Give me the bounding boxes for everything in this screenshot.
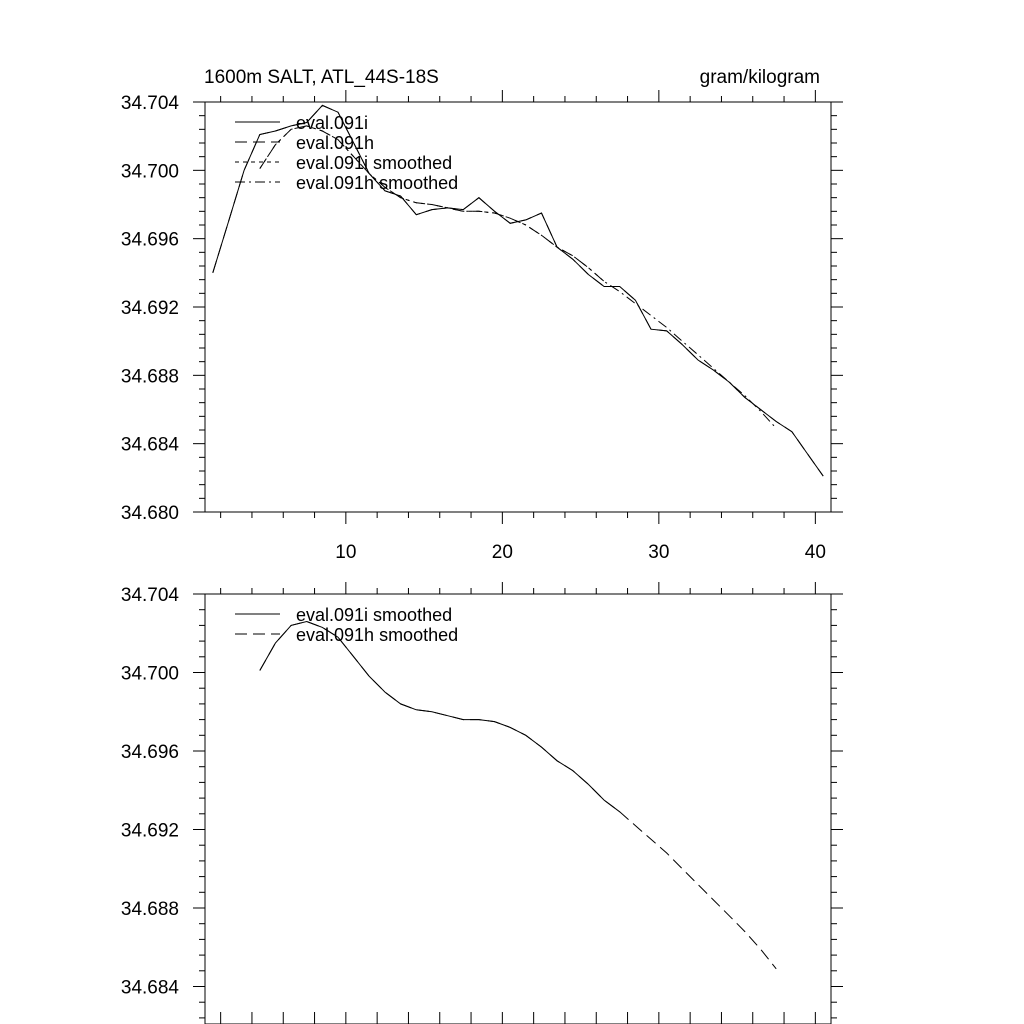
y-tick-label: 34.684	[120, 434, 179, 456]
series-line	[260, 622, 776, 969]
x-tick-label: 40	[804, 542, 826, 563]
legend	[235, 113, 458, 193]
y-tick-label: 34.696	[120, 742, 179, 763]
y-tick-label: 34.704	[120, 93, 179, 114]
axis-ticks	[121, 582, 843, 1024]
chart-units: gram/kilogram	[699, 67, 820, 88]
series-group	[260, 622, 776, 969]
y-tick-label: 34.692	[120, 820, 179, 842]
chart-title: 1600m SALT, ATL_44S-18S	[204, 67, 439, 88]
y-tick-label: 34.696	[120, 229, 179, 251]
legend-label: eval.091i smoothed	[296, 605, 453, 625]
series-line	[260, 622, 620, 812]
y-tick-label: 34.688	[120, 899, 179, 920]
legend-label: eval.091h	[296, 133, 375, 153]
panel-bottom	[121, 582, 843, 1024]
panel-top	[121, 67, 843, 563]
legend	[235, 605, 458, 645]
x-tick-label: 10	[335, 542, 357, 563]
legend-label: eval.091i	[296, 113, 369, 133]
y-tick-label: 34.684	[120, 977, 179, 999]
x-tick-label: 20	[491, 542, 513, 563]
legend-label: eval.091h smoothed	[296, 625, 459, 645]
legend-label: eval.091h smoothed	[296, 173, 459, 193]
legend-label: eval.091i smoothed	[296, 153, 453, 173]
axis-ticks	[121, 90, 843, 563]
x-tick-label: 30	[648, 542, 670, 563]
y-tick-label: 34.688	[120, 366, 179, 388]
y-tick-label: 34.704	[120, 585, 179, 606]
y-tick-label: 34.700	[120, 663, 179, 685]
plot-frame	[205, 594, 831, 1024]
y-tick-label: 34.680	[120, 503, 179, 524]
y-tick-label: 34.692	[120, 298, 179, 319]
y-tick-label: 34.700	[120, 161, 179, 183]
